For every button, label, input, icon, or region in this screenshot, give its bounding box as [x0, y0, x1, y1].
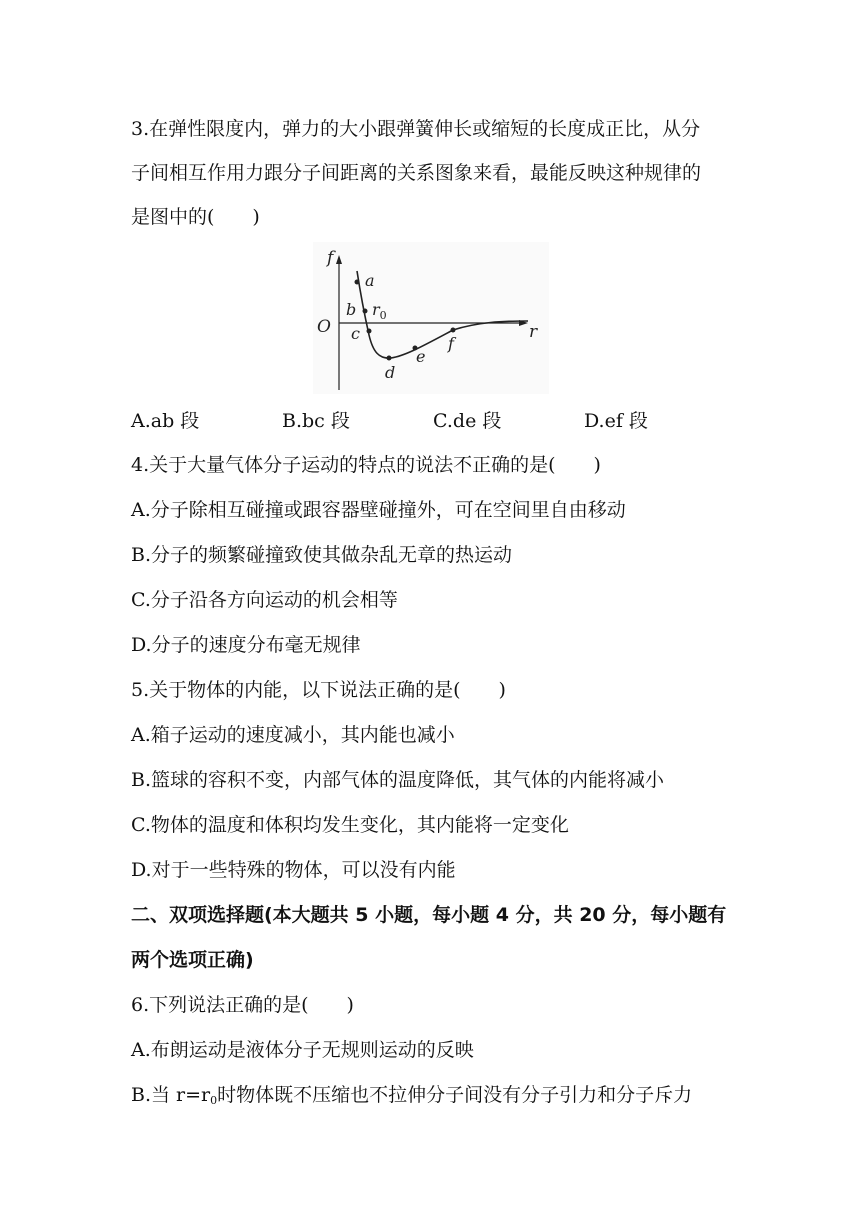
q3-option-d: D.ef 段 [584, 410, 648, 432]
label-r0: $r_0$ [372, 300, 387, 322]
q3-option-c: C.de 段 [433, 410, 502, 432]
force-distance-figure [313, 242, 549, 394]
q6-option-b-suffix: 时物体既不压缩也不拉伸分子间没有分子引力和分子斥力 [217, 1084, 693, 1106]
q6-stem: 6.下列说法正确的是( ) [131, 994, 354, 1016]
q4-option-b: B.分子的频繁碰撞致使其做杂乱无章的热运动 [131, 544, 513, 566]
q6-option-b-subscript: 0 [210, 1094, 218, 1107]
q3-option-b: B.bc 段 [282, 410, 350, 432]
label-b: b [346, 300, 357, 319]
label-c: c [351, 324, 360, 343]
q4-option-a: A.分子除相互碰撞或跟容器壁碰撞外，可在空间里自由移动 [131, 499, 626, 521]
q3-stem-line-1: 3.在弹性限度内，弹力的大小跟弹簧伸长或缩短的长度成正比，从分 [131, 118, 701, 140]
q6-option-a: A.布朗运动是液体分子无规则运动的反映 [131, 1039, 474, 1061]
label-a: a [365, 271, 375, 290]
origin-label: O [317, 317, 331, 337]
point-a [355, 280, 360, 285]
q3-stem-line-3: 是图中的( ) [131, 206, 260, 228]
q5-option-a: A.箱子运动的速度减小，其内能也减小 [131, 724, 455, 746]
point-c [367, 329, 372, 334]
label-d: d [385, 363, 396, 382]
q4-option-d: D.分子的速度分布毫无规律 [131, 634, 361, 656]
q5-option-d: D.对于一些特殊的物体，可以没有内能 [131, 859, 456, 881]
q5-option-c: C.物体的温度和体积均发生变化，其内能将一定变化 [131, 814, 569, 836]
q4-option-c: C.分子沿各方向运动的机会相等 [131, 589, 398, 611]
r-axis-label: r [529, 322, 538, 342]
point-d [387, 356, 392, 361]
section-2-heading-line-2: 两个选项正确) [131, 949, 254, 971]
point-f [451, 328, 456, 333]
q5-stem: 5.关于物体的内能，以下说法正确的是( ) [131, 679, 506, 701]
q3-option-a: A.ab 段 [131, 410, 200, 432]
f-axis-label: f [327, 248, 334, 268]
section-2-heading-line-1: 二、双项选择题(本大题共 5 小题，每小题 4 分，共 20 分，每小题有 [131, 904, 727, 926]
q4-stem: 4.关于大量气体分子运动的特点的说法不正确的是( ) [131, 454, 601, 476]
label-e: e [416, 347, 426, 366]
q3-stem-line-2: 子间相互作用力跟分子间距离的关系图象来看，最能反映这种规律的 [131, 162, 702, 184]
q6-option-b-prefix: B.当 r=r [131, 1084, 211, 1106]
q6-option-b [131, 1082, 692, 1114]
point-b [363, 309, 368, 314]
label-f-point: f [448, 334, 454, 353]
q5-option-b: B.篮球的容积不变，内部气体的温度降低，其气体的内能将减小 [131, 769, 665, 791]
